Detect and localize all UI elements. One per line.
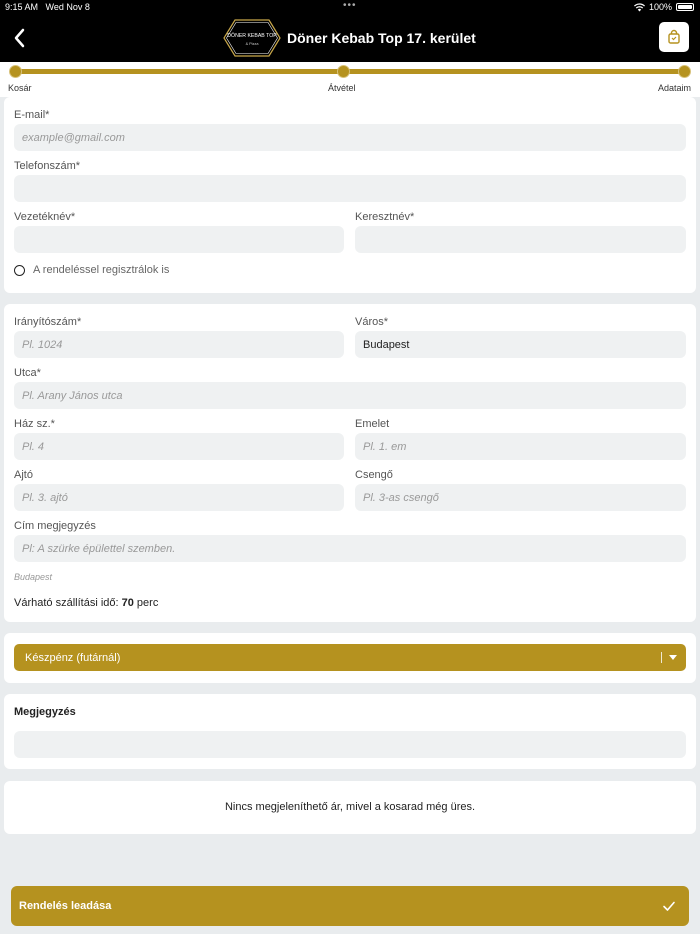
restaurant-logo [223, 19, 281, 57]
floor-label: Emelet [355, 418, 390, 430]
lastname-field[interactable] [14, 226, 344, 253]
payment-card [4, 633, 696, 683]
phone-label: Telefonszám* [14, 160, 81, 172]
empty-cart-message: Nincs megjeleníthető ár, mivel a kosarad még üres. [224, 801, 476, 813]
bell-label: Csengő [355, 469, 393, 481]
status-time: 9:15 AM Wed Nov 8 [5, 2, 90, 12]
phone-field[interactable] [14, 175, 686, 202]
wifi-icon [634, 3, 645, 12]
register-radio-label: A rendeléssel regisztrálok is [33, 264, 170, 276]
status-right [634, 2, 694, 12]
price-summary-card [4, 781, 696, 834]
address-card [4, 304, 696, 622]
cart-button[interactable] [659, 22, 689, 52]
street-label: Utca* [14, 367, 41, 379]
comment-field[interactable] [14, 731, 686, 758]
city-field[interactable]: Budapest [355, 331, 686, 358]
progress-dot-pickup [337, 65, 350, 78]
zip-label: Irányítószám* [14, 316, 82, 328]
address-note-label: Cím megjegyzés [14, 520, 96, 532]
step-label-pickup: Átvétel [328, 83, 356, 93]
firstname-label: Keresztnév* [355, 211, 415, 223]
check-icon [662, 899, 676, 913]
logo-subtext: & Pizza [245, 42, 259, 46]
payment-method-value: Készpénz (futárnál) [25, 651, 121, 664]
battery-percent: 100% [648, 2, 672, 12]
house-number-field[interactable]: Pl. 4 [14, 433, 344, 460]
checkout-progress [0, 62, 700, 97]
email-label: E-mail* [14, 109, 50, 121]
city-hint: Budapest [14, 572, 53, 582]
page-title: Döner Kebab Top 17. kerület [287, 30, 476, 46]
progress-bar [15, 69, 685, 74]
step-label-details: Adataim [657, 83, 691, 93]
logo-text: DÖNER KEBAB TOP [227, 33, 277, 39]
address-note-field[interactable]: Pl: A szürke épülettel szemben. [14, 535, 686, 562]
step-label-cart: Kosár [8, 83, 32, 93]
payment-method-select[interactable] [14, 644, 686, 671]
door-field[interactable]: Pl. 3. ajtó [14, 484, 344, 511]
battery-icon [676, 3, 694, 11]
place-order-label: Rendelés leadása [19, 900, 112, 912]
city-label: Város* [355, 316, 389, 328]
delivery-minutes: 70 [121, 597, 134, 609]
delivery-time: Várható szállítási idő: 70 perc [14, 597, 159, 609]
triangle-down-icon [669, 655, 677, 660]
street-field[interactable]: Pl. Arany János utca [14, 382, 686, 409]
zip-field[interactable]: Pl. 1024 [14, 331, 344, 358]
progress-dot-cart [9, 65, 22, 78]
door-label: Ajtó [14, 469, 33, 481]
bell-field[interactable]: Pl. 3-as csengő [355, 484, 686, 511]
firstname-field[interactable] [355, 226, 686, 253]
radio-circle-icon [14, 265, 25, 276]
back-button[interactable] [8, 24, 32, 52]
select-separator [661, 652, 662, 663]
comment-title: Megjegyzés [14, 706, 76, 718]
multitask-dots: ••• [343, 0, 357, 11]
comment-card [4, 694, 696, 769]
register-radio[interactable] [14, 264, 169, 276]
progress-dot-details [678, 65, 691, 78]
house-number-label: Ház sz.* [14, 418, 55, 430]
status-bar [0, 0, 700, 14]
contact-card [4, 97, 696, 293]
email-field[interactable]: example@gmail.com [14, 124, 686, 151]
place-order-button[interactable] [11, 886, 689, 926]
floor-field[interactable]: Pl. 1. em [355, 433, 686, 460]
shopping-bag-icon [666, 29, 682, 45]
app-header [0, 14, 700, 62]
lastname-label: Vezetéknév* [14, 211, 76, 223]
chevron-left-icon [8, 24, 32, 52]
